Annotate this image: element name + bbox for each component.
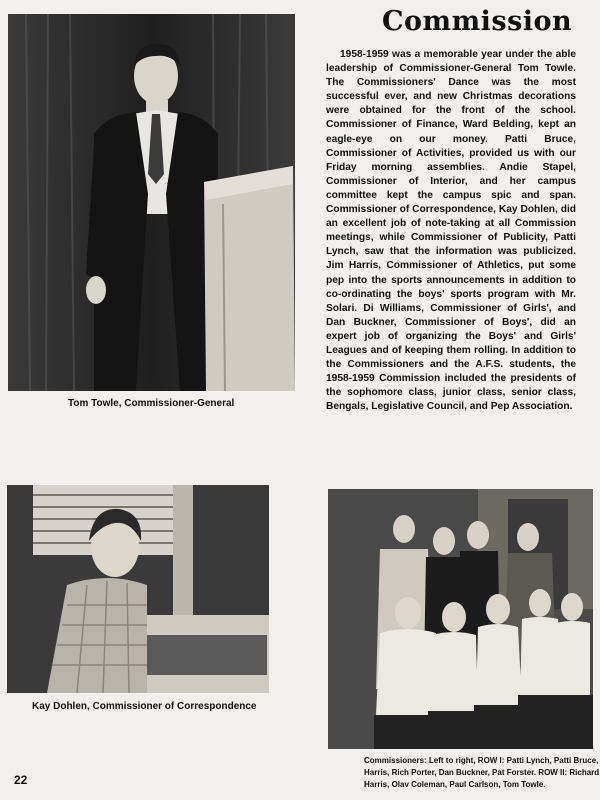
group-photo-caption: Commissioners: Left to right, ROW I: Patti Lynch, Patti Bruce, Harris, Rich Porter, Dan Buckner, Pat Forster. ROW II: Richard Harris, Olav Coleman, Paul Carlson, Tom Towle. (364, 756, 600, 789)
article-body: 1958-1959 was a memorable year under the able leadership of Commissioner-General Tom Towle. The Commissioners' Dance was the most successful ever, and new Christmas decorations were obtained for the front of the school. Commissioner of Finance, Ward Belding, kept an eagle-eye on our money. Patti Bruce, Commissioner of Activities, provided us with our Friday morning assemblies. Andie Stapel, Commissioner of Interior, and her campus committee kept the campus spic and span. Commissioner of Correspondence, Kay Dohlen, did an excellent job of note-taking at all Commission meetings, while Commissioner of Publicity, Patti Lynch, saw that the information was publicized. Jim Harris, Commissioner of Athletics, put some pep into the sports announcements in addition to co-ordinating the boys' sports program with Mr. Solari. Di Williams, Commissioner of Girls', and Dan Buckner, Commissioner of Boys', did an expert job of organizing the Boys' and Girls' Leagues and of keeping them rolling. In addition to the Commissioners and the A.F.S. students, the 1958-1959 Commission included the presidents of the sophomore class, junior class, senior class, Bengals, Legislative Council, and Pep Association. (326, 49, 576, 413)
page-number: 22 (14, 773, 28, 787)
tom-towle-photo (8, 14, 295, 391)
kay-dohlen-caption: Kay Dohlen, Commissioner of Correspondence (32, 701, 257, 712)
page-title: Commission (382, 6, 573, 37)
commission-group-photo (328, 489, 593, 749)
tom-towle-caption: Tom Towle, Commissioner-General (68, 398, 235, 409)
kay-dohlen-photo (7, 485, 269, 693)
